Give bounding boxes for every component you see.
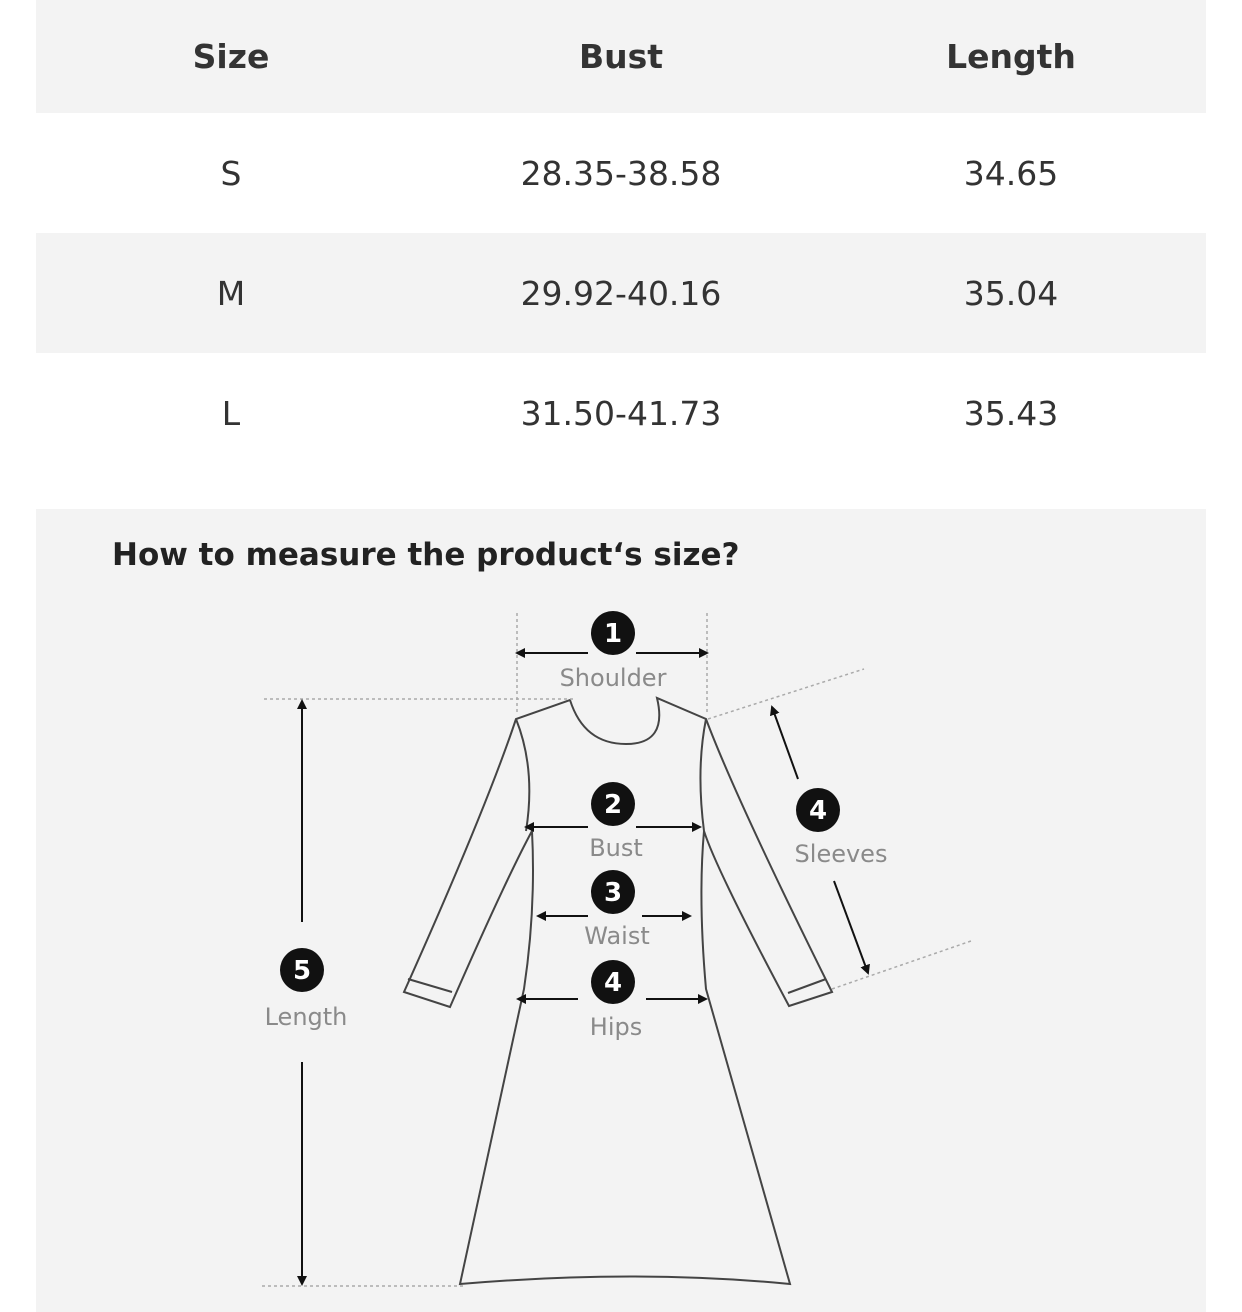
cell-bust: 28.35-38.58 — [520, 153, 722, 193]
badge-shoulder — [591, 611, 635, 655]
cell-size: S — [220, 153, 242, 193]
label-length: Length — [264, 1003, 348, 1031]
cell-length: 34.65 — [963, 153, 1059, 193]
svg-text:4: 4 — [808, 796, 828, 826]
label-sleeves: Sleeves — [794, 840, 888, 868]
label-waist: Waist — [584, 922, 650, 950]
badge-length — [280, 948, 324, 992]
dress-diagram — [36, 509, 1206, 1312]
guide-title: How to measure the product‘s size? — [112, 537, 740, 573]
header-size: Size — [192, 37, 270, 76]
cell-size: L — [221, 393, 241, 433]
svg-text:4: 4 — [603, 968, 623, 998]
table-row — [36, 233, 1206, 353]
cell-bust: 29.92-40.16 — [520, 273, 722, 313]
label-hips: Hips — [589, 1013, 643, 1041]
header-bust: Bust — [578, 37, 664, 76]
svg-text:2: 2 — [603, 790, 623, 820]
header-length: Length — [946, 37, 1076, 76]
cell-length: 35.43 — [963, 393, 1059, 433]
badge-sleeves — [796, 788, 840, 832]
table-header-row — [36, 0, 1206, 113]
svg-text:5: 5 — [292, 956, 312, 986]
badge-waist — [591, 870, 635, 914]
size-chart-table — [36, 0, 1206, 473]
cell-bust: 31.50-41.73 — [520, 393, 722, 433]
table-row — [36, 353, 1206, 473]
badge-hips — [591, 960, 635, 1004]
cell-length: 35.04 — [963, 273, 1059, 313]
cell-size: M — [216, 273, 246, 313]
measurement-guide — [36, 509, 1206, 1312]
table-row — [36, 113, 1206, 233]
label-shoulder: Shoulder — [559, 664, 667, 692]
label-bust: Bust — [589, 834, 643, 862]
badge-bust — [591, 782, 635, 826]
svg-text:3: 3 — [603, 878, 623, 908]
svg-text:1: 1 — [603, 619, 623, 649]
